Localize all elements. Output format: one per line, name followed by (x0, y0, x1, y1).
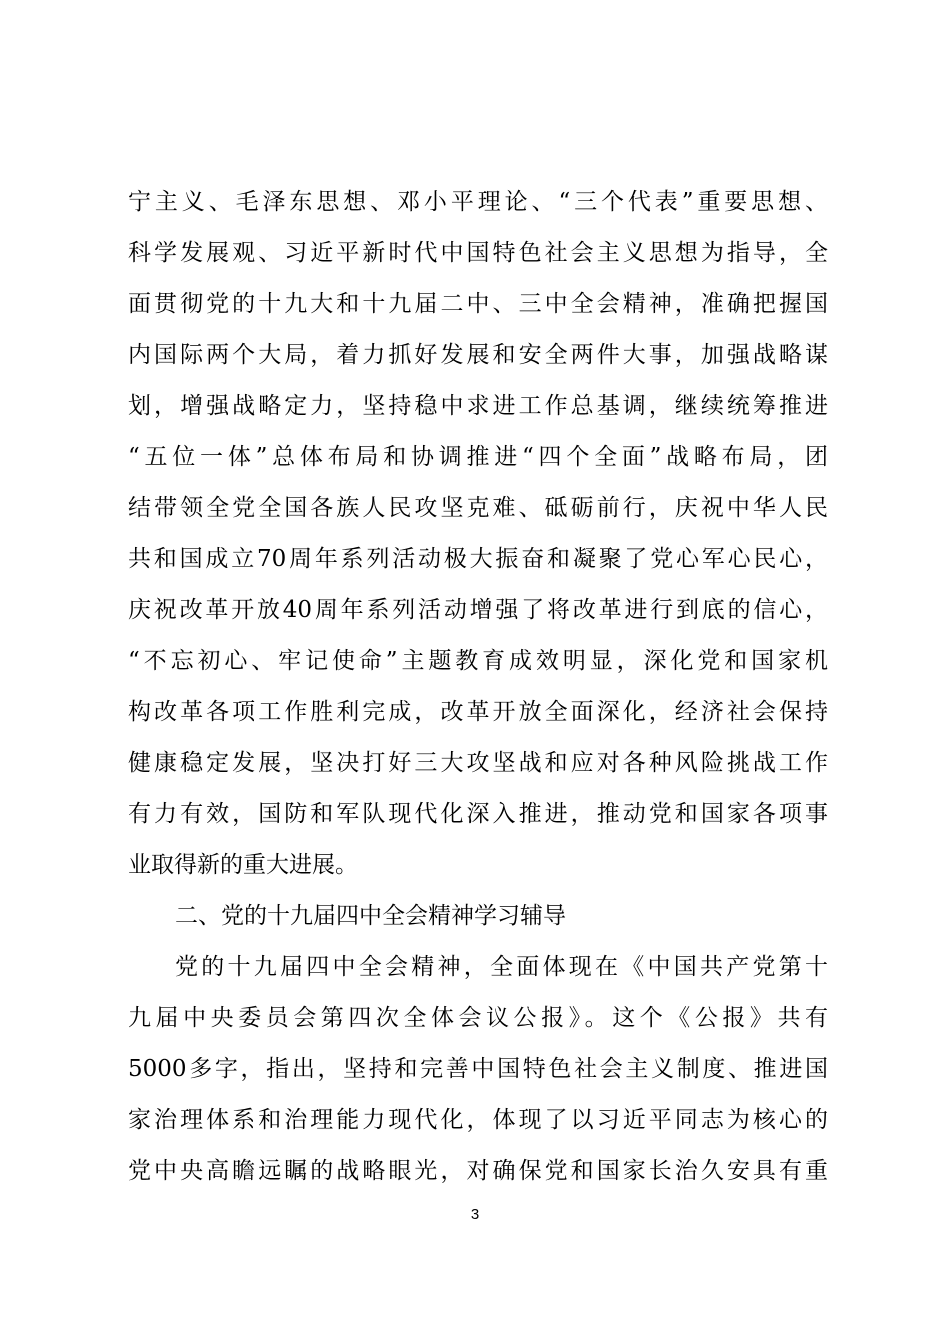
paragraph-line: 共和国成立70周年系列活动极大振奋和凝聚了党心军心民心， (128, 546, 828, 572)
paragraph-line: “不忘初心、牢记使命”主题教育成效明显，深化党和国家机 (128, 648, 828, 674)
paragraph-line: 健康稳定发展，坚决打好三大攻坚战和应对各种风险挑战工作 (128, 750, 828, 776)
page-number: 3 (470, 1206, 480, 1223)
paragraph-line: 家治理体系和治理能力现代化，体现了以习近平同志为核心的 (128, 1107, 828, 1133)
section-heading: 二、党的十九届四中全会精神学习辅导 (175, 903, 566, 929)
paragraph-line: 党中央高瞻远瞩的战略眼光，对确保党和国家长治久安具有重 (128, 1158, 828, 1184)
paragraph-line: 宁主义、毛泽东思想、邓小平理论、“三个代表”重要思想、 (128, 189, 828, 215)
paragraph-line: 划，增强战略定力，坚持稳中求进工作总基调，继续统筹推进 (128, 393, 828, 419)
paragraph-line: 党的十九届四中全会精神，全面体现在《中国共产党第十 (175, 954, 828, 980)
paragraph-line: 业取得新的重大进展。 (128, 852, 358, 878)
paragraph-line: 九届中央委员会第四次全体会议公报》。这个《公报》共有 (128, 1005, 828, 1031)
paragraph-line: 内国际两个大局，着力抓好发展和安全两件大事，加强战略谋 (128, 342, 828, 368)
paragraph-line: 有力有效，国防和军队现代化深入推进，推动党和国家各项事 (128, 801, 828, 827)
paragraph-line: 科学发展观、习近平新时代中国特色社会主义思想为指导，全 (128, 240, 828, 266)
paragraph-line: 5000多字，指出，坚持和完善中国特色社会主义制度、推进国 (128, 1056, 828, 1082)
body-text (128, 177, 828, 1197)
paragraph-line: 庆祝改革开放40周年系列活动增强了将改革进行到底的信心， (128, 597, 828, 623)
paragraph-line: 面贯彻党的十九大和十九届二中、三中全会精神，准确把握国 (128, 291, 828, 317)
paragraph-line: 结带领全党全国各族人民攻坚克难、砥砺前行，庆祝中华人民 (128, 495, 828, 521)
paragraph-line: “五位一体”总体布局和协调推进“四个全面”战略布局，团 (128, 444, 828, 470)
paragraph-line: 构改革各项工作胜利完成，改革开放全面深化，经济社会保持 (128, 699, 828, 725)
